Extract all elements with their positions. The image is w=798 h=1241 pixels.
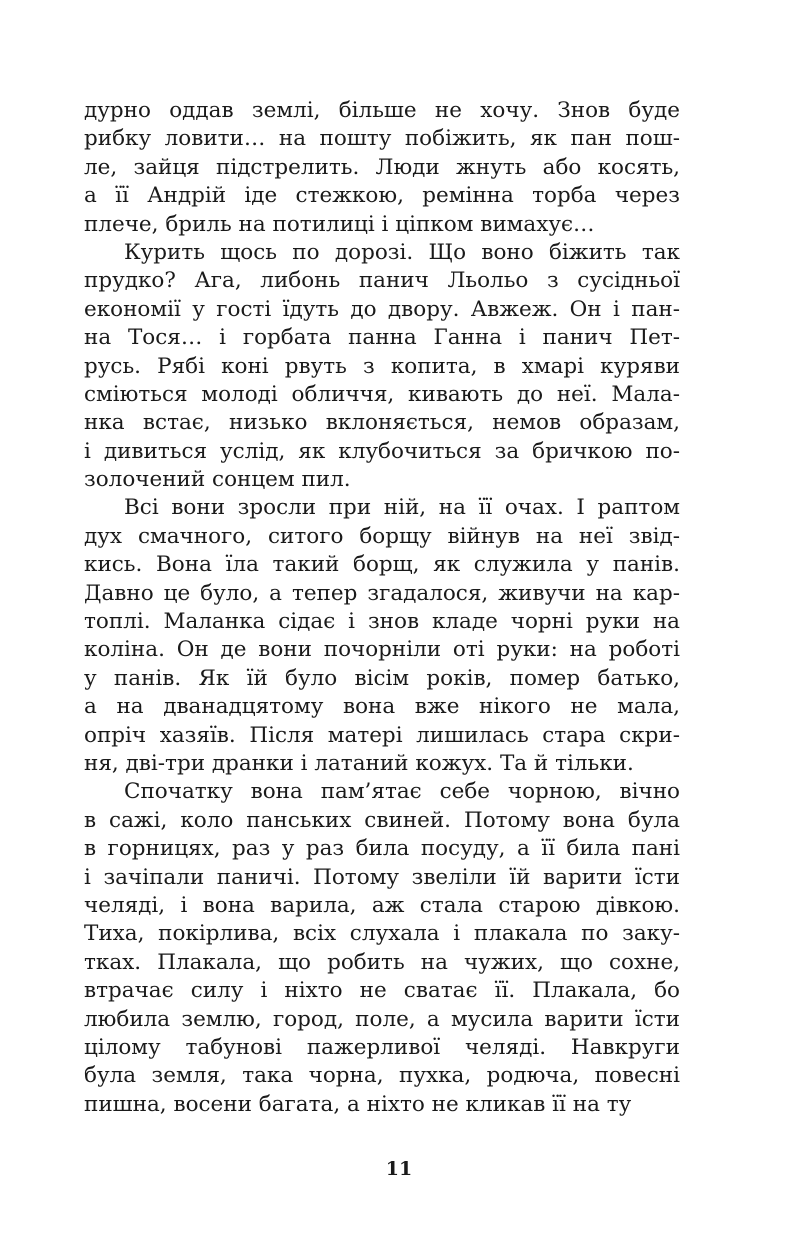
text-line: Давно це було, а тепер згадалося, живучи на кар- xyxy=(84,580,680,606)
text-line: топлі. Маланка сідає і знов кладе чорні руки на xyxy=(84,609,680,635)
text-line: коліна. Он де вони почорніли оті руки: на роботі xyxy=(84,637,680,663)
text-line: пишна, восени багата, а ніхто не кликав її на ту xyxy=(84,1091,632,1117)
text-line: русь. Рябі коні рвуть з копита, в хмарі куряви xyxy=(84,353,680,379)
text-line: нка встає, низько вклоняється, немов образам, xyxy=(84,410,680,436)
text-line: прудко? Ага, либонь панич Льольо з сусідньої xyxy=(84,268,680,294)
text-line: челяді, і вона варила, аж стала старою дівкою. xyxy=(84,892,680,918)
text-line: опріч хазяїв. Після матері лишилась стара скри- xyxy=(84,722,680,748)
text-line: і дивиться услід, як клубочиться за бричкою по- xyxy=(84,438,680,464)
text-line: втрачає силу і ніхто не сватає її. Плакала, бо xyxy=(84,978,680,1004)
text-line: в горницях, раз у раз била посуду, а її била пані xyxy=(84,836,680,862)
text-line: і зачіпали паничі. Потому звеліли їй варити їсти xyxy=(84,864,680,890)
text-line: в сажі, коло панських свиней. Потому вона була xyxy=(84,807,680,833)
text-line: ня, дві-три дранки і латаний кожух. Та й тільки. xyxy=(84,750,634,776)
text-line: ле, зайця підстрелить. Люди жнуть або косять, xyxy=(84,154,680,180)
text-line: любила землю, город, поле, а мусила варити їсти xyxy=(84,1006,680,1032)
text-line: а її Андрій іде стежкою, ремінна торба через xyxy=(84,183,680,209)
text-line: Всі вони зросли при ній, на її очах. І раптом xyxy=(124,495,680,521)
text-line: була земля, така чорна, пухка, родюча, повесні xyxy=(84,1063,680,1089)
text-line: економії у гості їдуть до двору. Авжеж. Он і пан- xyxy=(84,296,680,322)
text-line: плече, бриль на потилиці і ціпком вимахує… xyxy=(84,211,595,237)
text-line: Курить щось по дорозі. Що воно біжить так xyxy=(124,239,680,265)
text-line: Спочатку вона пам’ятає себе чорною, вічно xyxy=(124,779,680,805)
text-line: на Тося… і горбата панна Ганна і панич Пет- xyxy=(84,325,680,351)
text-line: а на дванадцятому вона вже нікого не мала, xyxy=(84,694,680,720)
text-line: дурно оддав землі, більше не хочу. Знов буде xyxy=(84,98,680,123)
text-line: Тиха, покірлива, всіх слухала і плакала по заку- xyxy=(84,921,680,947)
body-text xyxy=(84,97,680,1119)
page-number: 11 xyxy=(385,1158,413,1180)
text-line: у панів. Як їй було вісім років, помер батько, xyxy=(84,665,680,691)
text-line: сміються молоді обличчя, кивають до неї. Мала- xyxy=(84,381,680,407)
text-line: рибку ловити… на пошту побіжить, як пан пош- xyxy=(84,126,680,152)
text-line: тках. Плакала, що робить на чужих, що сохне, xyxy=(84,949,680,975)
text-line: золочений сонцем пил. xyxy=(84,467,351,493)
text-line: кись. Вона їла такий борщ, як служила у панів. xyxy=(84,552,680,578)
text-line: дух смачного, ситого борщу війнув на неї звід- xyxy=(84,523,680,549)
text-line: цілому табунові пажерливої челяді. Навкруги xyxy=(84,1034,680,1060)
